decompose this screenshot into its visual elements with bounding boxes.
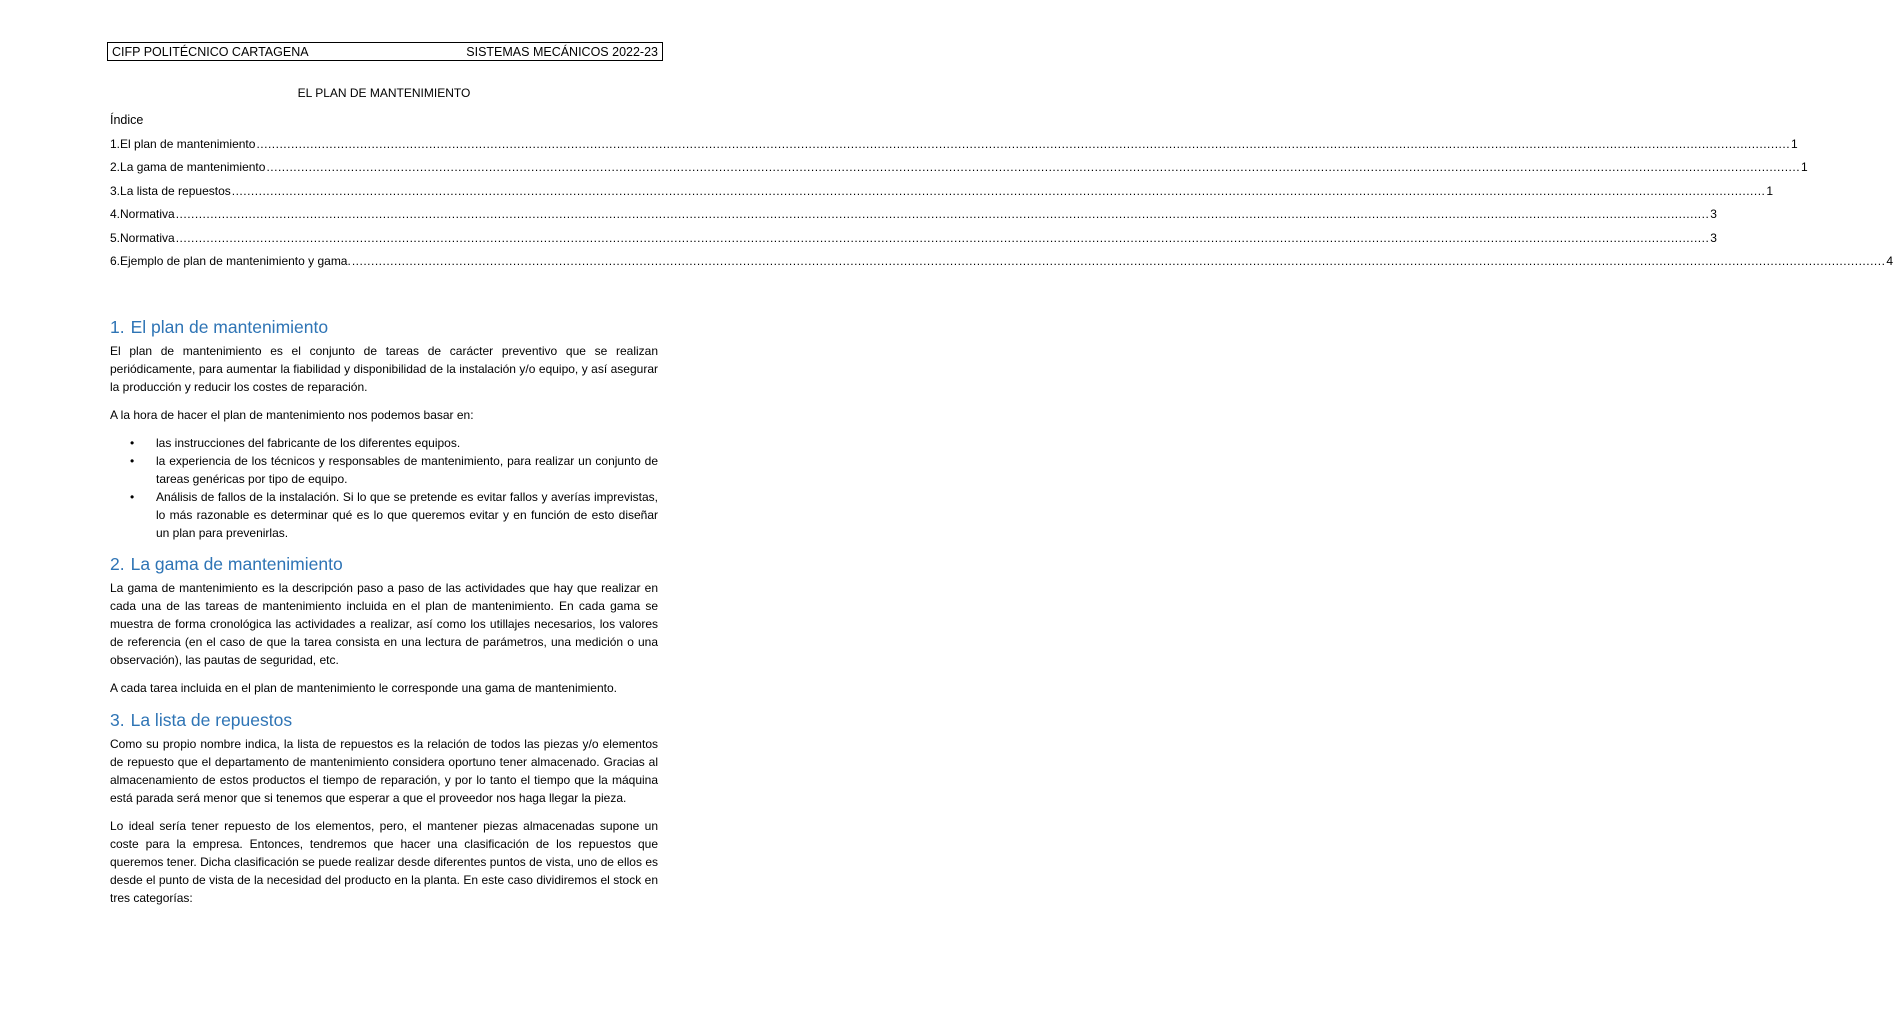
toc-entry-title: El plan de mantenimiento	[120, 137, 256, 151]
paragraph: La gama de mantenimiento es la descripción paso a paso de las actividades que hay que realizar en cada una de las tareas de mantenimiento incluida en el plan de mantenimiento. En cada gama se muestra de forma cronológica las actividades a realizar, así como los utillajes necesarios, los valores de referencia (en el caso de que la tarea consista en una lectura de parámetros, una medición o una observación), las pautas de seguridad, etc.	[110, 581, 658, 667]
paragraph: Lo ideal sería tener repuesto de los elementos, pero, el mantener piezas almacenadas supone un coste para la empresa. Entonces, tendremos que hacer una clasificación de los repuestos que queremos tener. Dicha clasificación se puede realizar desde diferentes puntos de vista, uno de ellos es desde el punto de vista de la necesidad del producto en la planta. En este caso dividiremos el stock en tres categorías:	[110, 819, 658, 905]
toc-entry-title: Normativa	[120, 207, 175, 222]
toc-entry-title: Ejemplo de plan de mantenimiento y gama.	[120, 253, 351, 268]
document-title: EL PLAN DE MANTENIMIENTO	[297, 86, 471, 100]
section-plan-mantenimiento	[110, 316, 658, 542]
paragraph: Como su propio nombre indica, la lista de repuestos es la relación de todos las piezas y/o elementos de repuesto que el departamento de mantenimiento considera oportuno tener almacenado. Gracias al almacenamiento de estos productos el tiempo de reparación, y por lo tanto el tiempo que la máquina está parada será menor que si tenemos que esperar a que el proveedor nos haga llegar la pieza.	[110, 737, 658, 805]
toc-entry[interactable]	[110, 183, 1774, 207]
list-item: • las instrucciones del fabricante de los diferentes equipos.	[156, 434, 658, 452]
list-item: • la experiencia de los técnicos y responsables de mantenimiento, para realizar un conjunto de tareas genéricas por tipo de equipo.	[156, 452, 658, 488]
toc-leader-dots: ................................................................................................................................................................................................................................................................................................................................................................................................................	[175, 207, 1710, 222]
page-header	[107, 42, 663, 61]
list-item: • Análisis de fallos de la instalación. Si lo que se pretende es evitar fallos y averías imprevistas, lo más razonable es determinar qué es lo que queremos evitar y en función de esto diseñar un plan para prevenirlas.	[156, 488, 658, 542]
toc-entry-title: Normativa	[120, 230, 175, 245]
toc-entry[interactable]	[110, 160, 1808, 183]
toc-entry[interactable]	[110, 230, 1717, 254]
section-gama-mantenimiento	[110, 553, 658, 697]
toc-entry-number: 1.	[110, 137, 121, 151]
toc-leader-dots: ................................................................................................................................................................................................................................................................................................................................................................................................................	[266, 160, 1801, 175]
toc-entry-number: 5.	[110, 230, 121, 245]
toc-entry[interactable]	[110, 253, 1893, 277]
toc-entry-number: 2.	[110, 160, 121, 175]
section-number: 1.	[110, 317, 125, 337]
section-title: La gama de mantenimiento	[130, 554, 343, 574]
section-heading	[110, 316, 658, 338]
header-right-text: SISTEMAS MECÁNICOS 2022-23	[466, 44, 658, 59]
section-heading	[110, 553, 658, 575]
toc-entry-number: 4.	[110, 207, 121, 222]
toc-entry-number: 6.	[110, 253, 121, 268]
paragraph: A la hora de hacer el plan de mantenimiento nos podemos basar en:	[110, 408, 474, 422]
toc-entry-title: La lista de repuestos	[120, 183, 231, 198]
toc-leader-dots: ................................................................................................................................................................................................................................................................................................................................................................................................................	[231, 183, 1766, 198]
table-of-contents	[110, 137, 1893, 277]
paragraph: A cada tarea incluida en el plan de mantenimiento le corresponde una gama de mantenimiento.	[110, 681, 617, 695]
toc-entry-page: 1	[1766, 183, 1774, 198]
toc-entry-page: 3	[1710, 207, 1717, 222]
toc-leader-dots: ................................................................................................................................................................................................................................................................................................................................................................................................................	[351, 253, 1886, 268]
section-number: 3.	[110, 710, 125, 730]
toc-entry-page: 1	[1801, 160, 1808, 175]
section-title: El plan de mantenimiento	[130, 317, 329, 337]
toc-leader-dots: ................................................................................................................................................................................................................................................................................................................................................................................................................	[175, 230, 1710, 245]
toc-entry-page: 4	[1886, 253, 1893, 268]
section-heading	[110, 709, 658, 731]
bullet-list	[110, 434, 658, 542]
toc-entry-page: 3	[1710, 230, 1717, 245]
toc-heading: Índice	[110, 113, 144, 127]
section-title: La lista de repuestos	[130, 710, 293, 730]
header-left-text: CIFP POLITÉCNICO CARTAGENA	[112, 44, 309, 59]
toc-entry-number: 3.	[110, 183, 121, 198]
toc-entry-page: 1	[1791, 137, 1798, 151]
toc-entry[interactable]	[110, 137, 1798, 160]
paragraph: El plan de mantenimiento es el conjunto de tareas de carácter preventivo que se realizan periódicamente, para aumentar la fiabilidad y disponibilidad de la instalación y/o equipo, y así asegurar la producción y reducir los costes de reparación.	[110, 344, 658, 394]
toc-entry[interactable]	[110, 207, 1717, 230]
section-lista-repuestos	[110, 709, 658, 907]
toc-entry-title: La gama de mantenimiento	[120, 160, 266, 175]
toc-leader-dots: ................................................................................................................................................................................................................................................................................................................................................................................................................	[256, 137, 1791, 151]
section-number: 2.	[110, 554, 125, 574]
